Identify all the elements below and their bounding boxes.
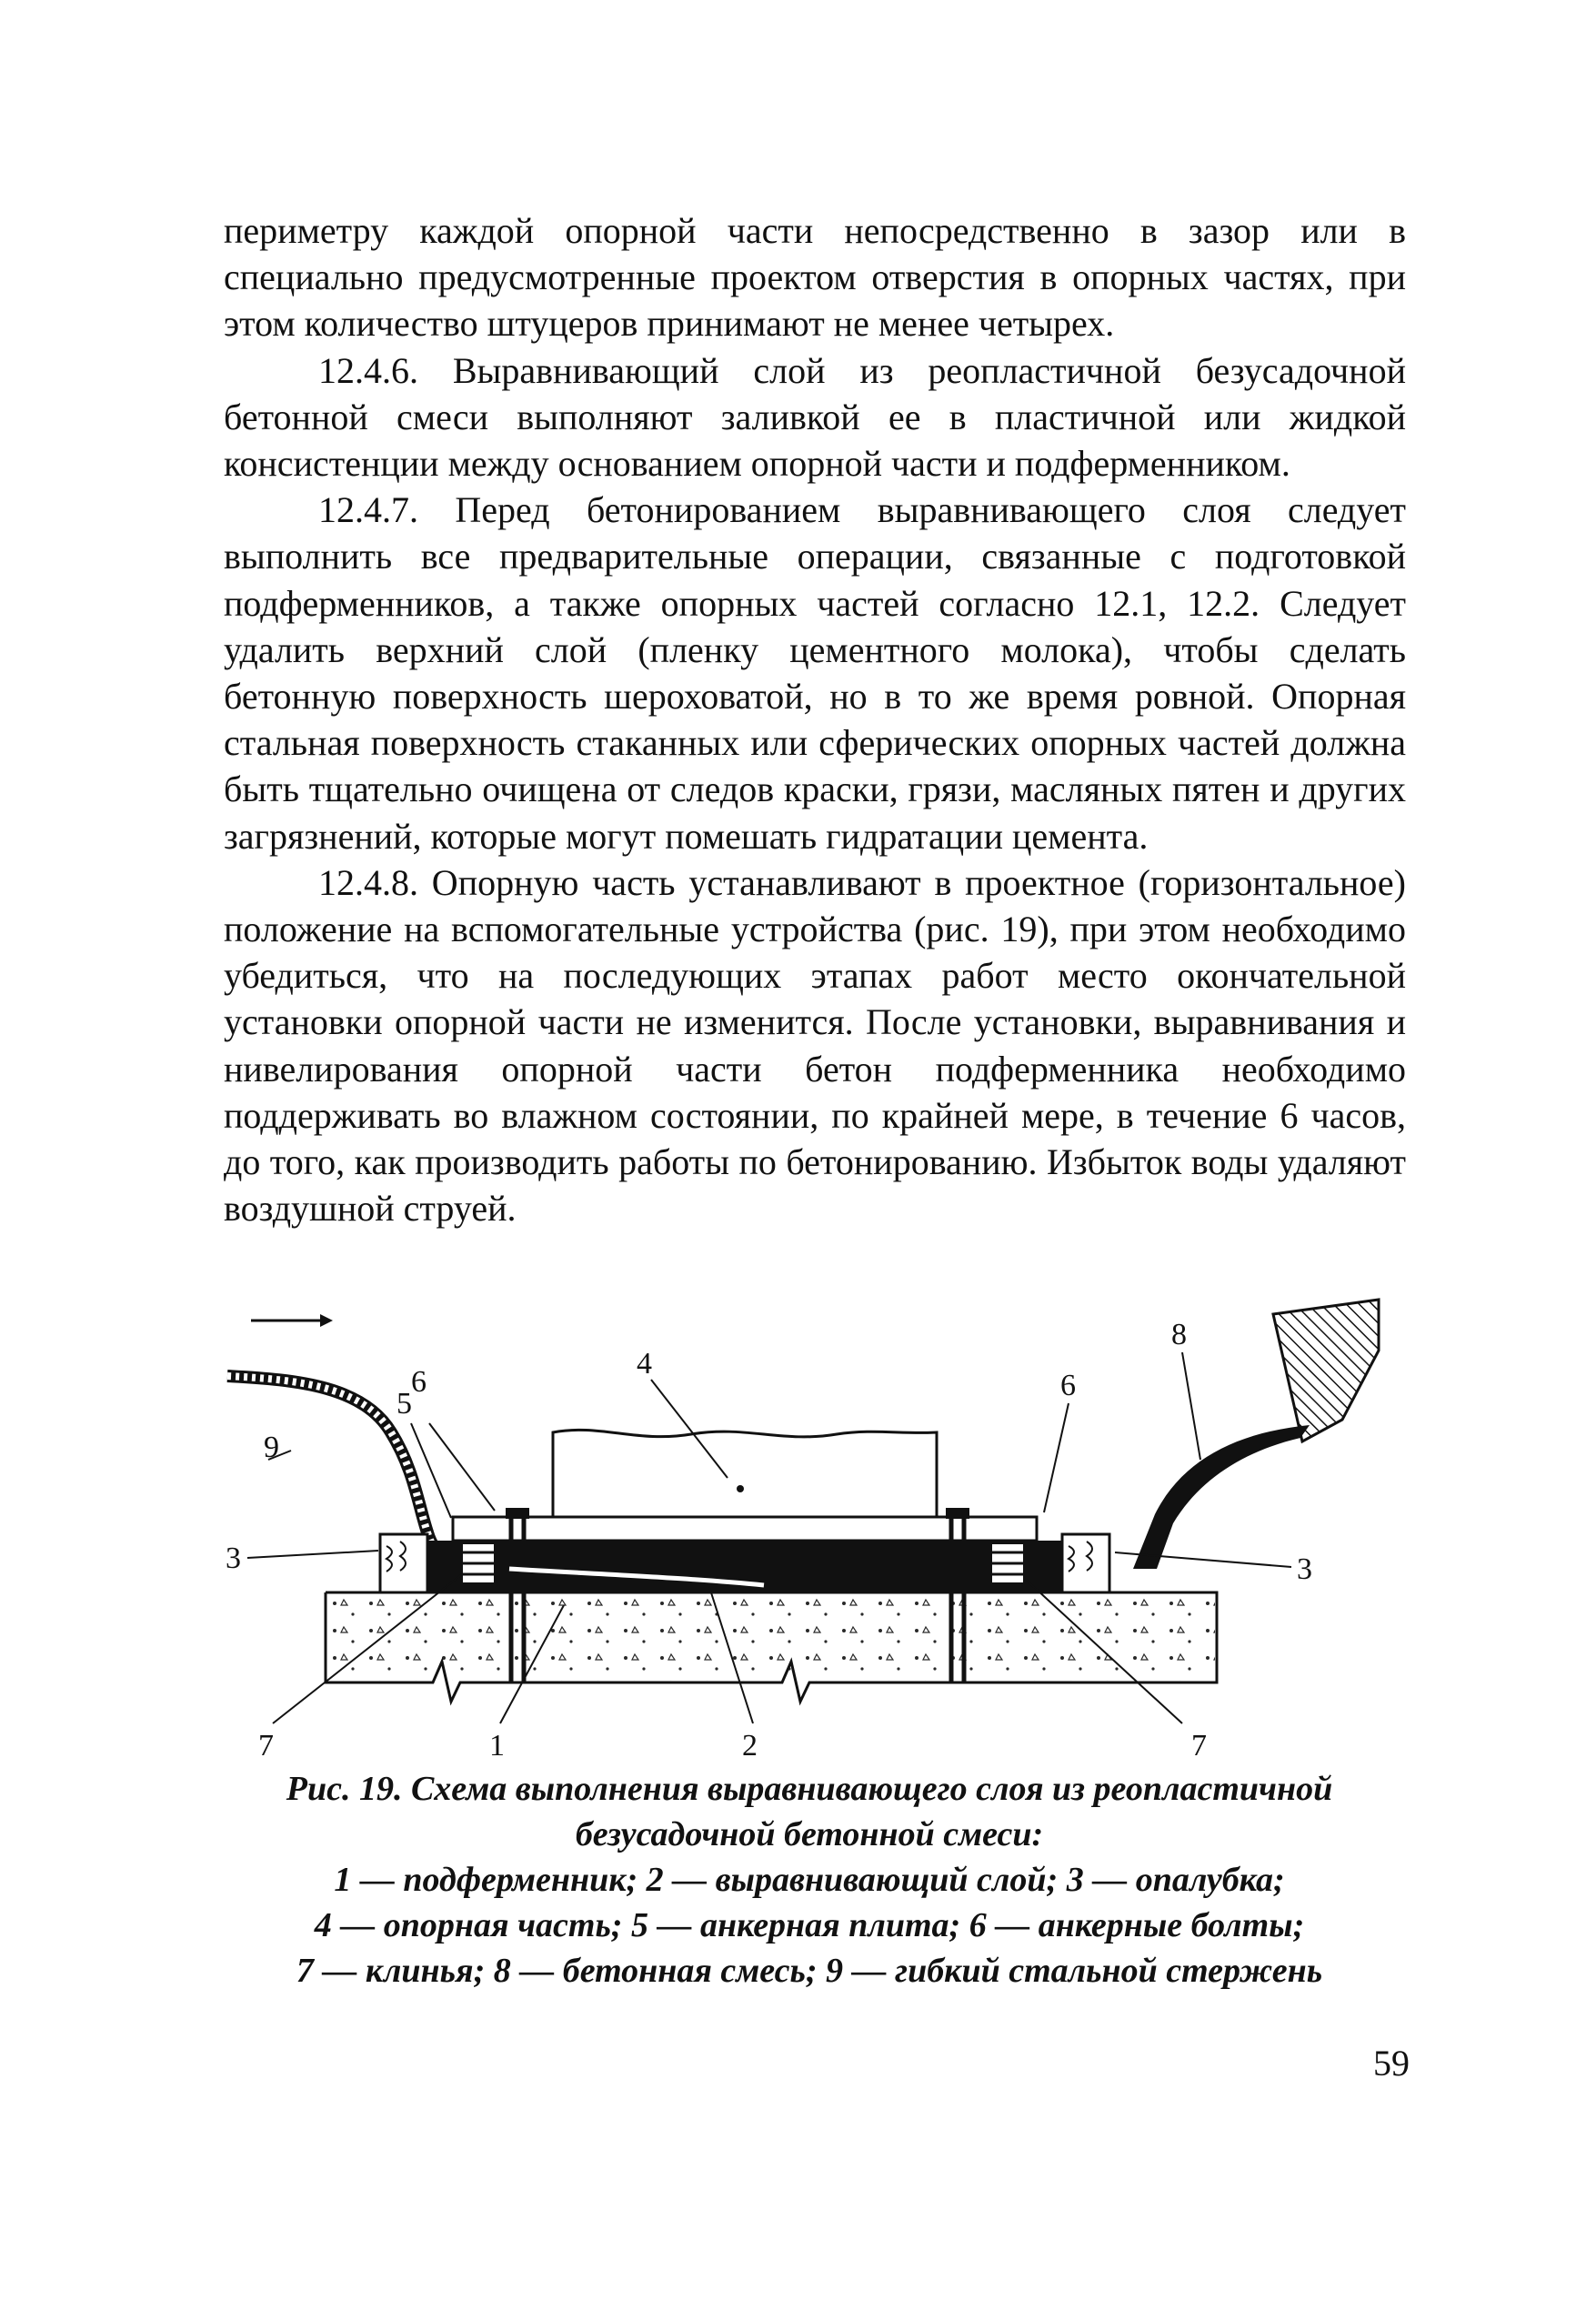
paragraph-12-4-8: 12.4.8. Опорную часть устанавливают в проектное (горизонтальное) положение на вспомогательные устройства (рис. 19), при этом необходимо убедиться, что на последующих этапах работ место окончательной установки опорной части не изменится. После установки, выравнивания и нивелирования опорной части бетон подферменника необходимо поддерживать во влажном состоянии, по крайней мере, в течение 6 часов, до того, как производить работы по бетонированию. Избыток воды удаляют воздушной струей.: [224, 861, 1406, 1230]
caption-subtitle: безусадочной бетонной смеси:: [575, 1815, 1044, 1853]
paragraph-12-4-7: 12.4.7. Перед бетонированием выравнивающего слоя следует выполнить все предварительные операции, связанные с подготовкой подферменников, а также опорных частей согласно 12.1, 12.2. Следует удалить верхний слой (пленку цементного молока), чтобы сделать бетонную поверхность шероховатой, но в то же время ровной. Опорная стальная поверхность стаканных или сферических опорных частей должна быть тщательно очищена от следов краски, грязи, масляных пятен и других загрязнений, которые могут помешать гидратации цемента.: [224, 489, 1406, 857]
label-7-right: 7: [1191, 1729, 1207, 1763]
label-8: 8: [1171, 1318, 1187, 1351]
caption-legend-2: 4 — опорная часть; 5 — анкерная плита; 6 — анкерные болты;: [314, 1906, 1305, 1944]
concrete-hopper: [1273, 1300, 1379, 1441]
caption-legend-1: 1 — подферменник; 2 — выравнивающий слой; 3 — опалубка;: [334, 1861, 1285, 1899]
label-6-left: 6: [411, 1365, 427, 1399]
caption-title: Рис. 19. Схема выполнения выравнивающего слоя из реопластичной: [286, 1770, 1333, 1808]
figure-caption: [218, 1766, 1400, 1994]
bearing-part: [553, 1430, 937, 1517]
label-3-left: 3: [226, 1542, 241, 1575]
diagram-drawing: [218, 1296, 1391, 1805]
label-4: 4: [637, 1347, 652, 1381]
label-1: 1: [489, 1729, 505, 1763]
page-number: 59: [1373, 2043, 1410, 2084]
label-5: 5: [396, 1387, 412, 1421]
caption-legend-3: 7 — клинья; 8 — бетонная смесь; 9 — гибкий стальной стержень: [296, 1952, 1323, 1990]
paragraph-12-4-6: 12.4.6. Выравнивающий слой из реопластичной безусадочной бетонной смеси выполняют заливкой ее в пластичной или жидкой консистенции между основанием опорной части и подферменником.: [224, 349, 1406, 485]
label-7-left: 7: [258, 1729, 274, 1763]
label-2: 2: [742, 1729, 758, 1763]
label-6-right: 6: [1060, 1369, 1076, 1402]
label-9: 9: [264, 1431, 279, 1464]
concrete-mix-flow: [1133, 1425, 1310, 1569]
body-text: [224, 207, 1406, 1231]
paragraph-continuation: периметру каждой опорной части непосредственно в зазор или в специально предусмотренные проектом отверстия в опорных частях, при этом количество штуцеров принимают не менее четырех.: [224, 210, 1406, 345]
direction-arrow: [251, 1314, 333, 1327]
label-3-right: 3: [1297, 1552, 1312, 1586]
